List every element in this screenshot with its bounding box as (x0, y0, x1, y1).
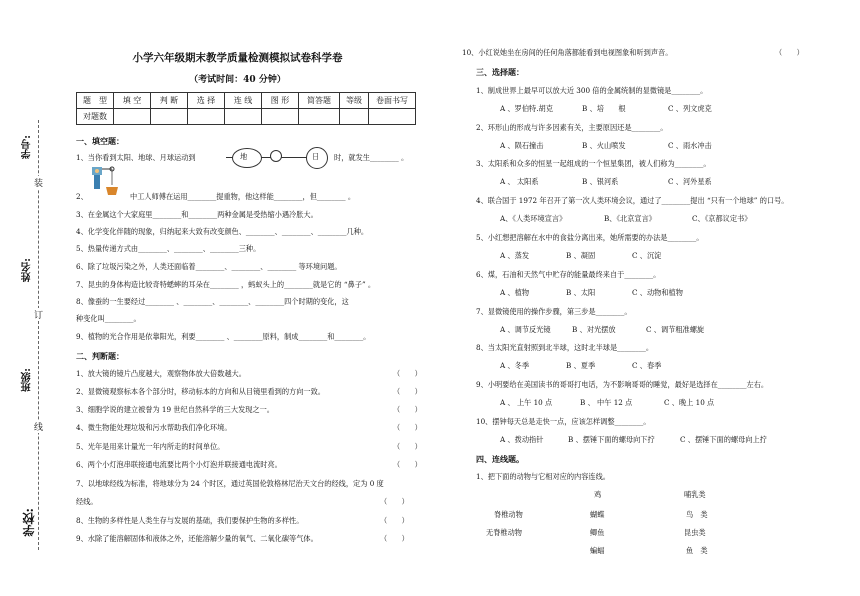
judge-answer-paren[interactable]: （ ） (393, 405, 422, 414)
sun-label: 日 (312, 152, 320, 161)
judge-item: 经线。 (76, 497, 98, 506)
judge-answer-paren[interactable]: （ ） (393, 369, 422, 378)
school-label: 学校: (22, 508, 36, 537)
score-input-cell[interactable] (225, 109, 262, 125)
choice-option[interactable]: C 、调节粗准螺旋 (646, 325, 705, 334)
score-table-count-row (77, 109, 416, 125)
score-cell: 简答题 (299, 93, 340, 109)
fill-q1-text-a: 1、当你看到太阳、地球、月球运动到 (76, 153, 196, 162)
choice-option[interactable]: C 、雨水冲击 (668, 141, 712, 150)
choice-option[interactable]: B 、培 根 (582, 104, 626, 113)
score-input-cell[interactable] (188, 109, 225, 125)
score-cell: 题 型 (77, 93, 114, 109)
binding-mark-xian: 线 (34, 420, 43, 433)
score-input-cell[interactable] (151, 109, 188, 125)
judge-item: 3、细胞学说的建立被誉为 19 世纪自然科学的三大发现之一。 (76, 405, 274, 414)
fill-q1-text-b: 时，就发生________ 。 (334, 153, 409, 162)
judge-item: 6、两个小灯泡串联接通电流要比两个小灯泡并联接通电流时亮。 (76, 460, 282, 469)
choice-option[interactable]: B 、夏季 (566, 361, 596, 370)
score-cell: 判 断 (151, 93, 188, 109)
choice-option[interactable]: A、《人类环境宣言》 (500, 214, 567, 223)
choice-option[interactable]: A 、 太阳系 (500, 177, 539, 186)
judge-answer-paren[interactable]: （ ） (393, 460, 422, 469)
choice-q8-text: 8、当太阳光直射照到北半球，这时北半球是________。 (476, 343, 654, 352)
choice-option[interactable]: A 、罗伯特.胡克 (500, 104, 553, 113)
fill-q8-text-b: 种变化叫________。 (76, 314, 141, 323)
binding-mark-ding: 订 (34, 308, 43, 321)
judge-answer-paren[interactable]: （ ） (380, 534, 409, 543)
judge-item: 4、微生物能处理垃圾和污水帮助我们净化环境。 (76, 423, 232, 432)
match-mid-item[interactable]: 蝙蝠 (590, 546, 605, 555)
judge-answer-paren[interactable]: （ ） (393, 442, 422, 451)
match-right-item[interactable]: 哺乳类 (684, 490, 706, 499)
judge-answer-paren[interactable]: （ ） (775, 48, 804, 57)
choice-q5-text: 5、小红想把溶解在水中的食盐分离出来，她所需要的办法是________。 (476, 233, 704, 242)
moon-diagram-circle (270, 150, 282, 162)
score-cell: 填 空 (114, 93, 151, 109)
student-no-label: 学号: (22, 135, 33, 159)
choice-option[interactable]: C 、动物和植物 (632, 288, 683, 297)
choice-option[interactable]: B 、火山喷发 (582, 141, 626, 150)
score-cell: 连 线 (225, 93, 262, 109)
exam-title: 小学六年级期末教学质量检测模拟试卷科学卷 (132, 52, 343, 64)
judge-item: 9、水除了能溶解固体和液体之外，还能溶解少量的氧气、二氧化碳等气体。 (76, 534, 318, 543)
choice-q4-text: 4、联合国于 1972 年召开了第一次人类环境会议，通过了________提出 “只有一个地球” 的口号。 (476, 196, 789, 205)
choice-option[interactable]: A 、冬季 (500, 361, 530, 370)
match-right-item[interactable]: 昆虫类 (684, 528, 706, 537)
match-right-item[interactable]: 鱼 类 (686, 546, 708, 555)
fill-q5-text: 5、热量传递方式由________、________、________三种。 (76, 244, 261, 253)
judge-answer-paren[interactable]: （ ） (380, 497, 409, 506)
score-cell: 图 形 (262, 93, 299, 109)
choice-option[interactable]: B、《北京宣言》 (604, 214, 656, 223)
match-mid-item[interactable]: 鲫鱼 (590, 528, 605, 537)
judge-item: 1、放大镜的镜片凸度越大，观察物体放大倍数越大。 (76, 369, 246, 378)
choice-q7-text: 7、显微镜使用的操作步骤，第三步是________。 (476, 307, 632, 316)
match-instruction: 1、把下面的动物与它相对应的内容连线。 (476, 472, 610, 481)
choice-option[interactable]: A 、拨动指针 (500, 435, 544, 444)
judge-item: 7、以地球经线为标准，将地球分为 24 个时区，通过英国伦敦格林尼治天文台的经线，定为 0 度 (76, 479, 384, 488)
fill-q7-text: 7、昆虫的身体构造比较奇特蟋蟀的耳朵在________ ，蚂蚁头上的________就是它的 “鼻子” 。 (76, 280, 376, 289)
choice-option[interactable]: B 、太阳 (566, 288, 596, 297)
choice-q10-text: 10、摆钟每天总是走快一点，应该怎样调整________。 (476, 417, 651, 426)
choice-q3-text: 3、太阳系和众多的恒星一起组成的一个恒星集团，被人们称为________。 (476, 159, 711, 168)
judge-answer-paren[interactable]: （ ） (393, 387, 422, 396)
judge-answer-paren[interactable]: （ ） (380, 516, 409, 525)
score-cell: 选 择 (188, 93, 225, 109)
judge-answer-paren[interactable]: （ ） (393, 423, 422, 432)
judge-item: 8、生物的多样性是人类生存与发展的基础，我们要保护生物的多样性。 (76, 516, 304, 525)
choice-option[interactable]: B 、银河系 (582, 177, 619, 186)
choice-option[interactable]: C 、晚上 10 点 (664, 398, 715, 407)
section-judge-title: 二、判断题： (76, 351, 124, 361)
choice-option[interactable]: C 、列文虎克 (668, 104, 712, 113)
fill-q2-text: 中工人师傅在运用________提重物，他这样能________，但________ 。 (130, 192, 356, 201)
score-table (76, 92, 416, 125)
score-input-cell[interactable] (369, 109, 416, 125)
score-table-header-row (77, 93, 416, 109)
match-left-item[interactable]: 脊椎动物 (494, 510, 523, 519)
choice-q2-text: 2、环形山的形成与许多因素有关，主要原因还是________。 (476, 123, 668, 132)
judge-item: 5、光年是用来计量光一年内所走的时间单位。 (76, 442, 225, 451)
pulley-worker-illustration (90, 165, 120, 197)
choice-option[interactable]: A 、植物 (500, 288, 530, 297)
fill-q3-text: 3、在金属这个大家庭里________和________两种金属是受热缩小遇冷胀大。 (76, 210, 318, 219)
choice-q9-text: 9、小明要给在美国读书的哥哥打电话，为不影响哥哥的睡觉，最好是选择在________左右。 (476, 380, 769, 389)
choice-option[interactable]: B 、 中午 12 点 (580, 398, 633, 407)
score-input-cell[interactable] (262, 109, 299, 125)
judge-item: 2、显微镜观察标本各个部分时，移动标本的方向和从目镜里看到的方向一致。 (76, 387, 325, 396)
score-input-cell[interactable] (114, 109, 151, 125)
fill-q2-num: 2、 (76, 192, 88, 201)
class-label: 班级: (22, 368, 33, 392)
score-cell: 卷面书写 (369, 93, 416, 109)
choice-option[interactable]: C 、摆锤下面的螺母向上拧 (680, 435, 767, 444)
choice-option[interactable]: C 、沉淀 (632, 251, 662, 260)
section-match-title: 四、连线题。 (476, 454, 524, 464)
match-right-item[interactable]: 鸟 类 (686, 510, 708, 519)
judge-q10-text: 10、小红说她坐在房间的任何角落都能看到电视图象和听到声音。 (462, 48, 673, 57)
choice-option[interactable]: B 、凝固 (566, 251, 596, 260)
choice-q1-text: 1、制成世界上最早可以放大近 300 倍的金属统制的显微镜是________。 (476, 86, 708, 95)
choice-option[interactable]: B 、摆锤下面的螺母向下拧 (568, 435, 655, 444)
fill-q6-text: 6、除了垃圾污染之外，人类还面临着________、________、________ 等环境问题。 (76, 262, 342, 271)
choice-option[interactable]: C、《京都议定书》 (692, 214, 752, 223)
choice-option[interactable]: A 、陨石撞击 (500, 141, 544, 150)
section-fill-title: 一、填空题： (76, 136, 124, 146)
fill-q9-text: 9、植物的光合作用是依靠阳光，利要________ 、________原料，制成________和________。 (76, 332, 371, 341)
score-cell: 对题数 (77, 109, 114, 125)
earth-label: 地 (240, 152, 248, 161)
choice-option[interactable]: C 、河外星系 (668, 177, 712, 186)
choice-option[interactable]: A 、 上午 10 点 (500, 398, 553, 407)
section-choice-title: 三、选择题： (476, 67, 524, 77)
score-input-cell[interactable] (299, 109, 340, 125)
score-input-cell[interactable] (340, 109, 369, 125)
score-cell: 等级 (340, 93, 369, 109)
choice-option[interactable]: B 、对光摆放 (572, 325, 616, 334)
choice-option[interactable]: C 、春季 (632, 361, 662, 370)
fill-q4-text: 4、化学变化伴随的现象，归纳起来大致有改变颜色、________、________、________几种。 (76, 227, 369, 236)
exam-subtitle: （考试时间：40 分钟） (189, 75, 286, 85)
match-mid-item[interactable]: 鸡 (594, 490, 602, 499)
binding-mark-zhuang: 装 (34, 176, 43, 189)
choice-option[interactable]: A 、蒸发 (500, 251, 530, 260)
match-mid-item[interactable]: 蝴蝶 (590, 510, 605, 519)
match-left-item[interactable]: 无脊椎动物 (486, 528, 522, 537)
name-label: 姓名: (22, 258, 33, 282)
choice-q6-text: 6、煤，石油和天然气中贮存的能量最终来自于________。 (476, 270, 661, 279)
fill-q8-text-a: 8、像蚕的一生要经过________ 、________、________、________四个时期的变化，这 (76, 297, 349, 306)
choice-option[interactable]: A 、调节反光镜 (500, 325, 551, 334)
